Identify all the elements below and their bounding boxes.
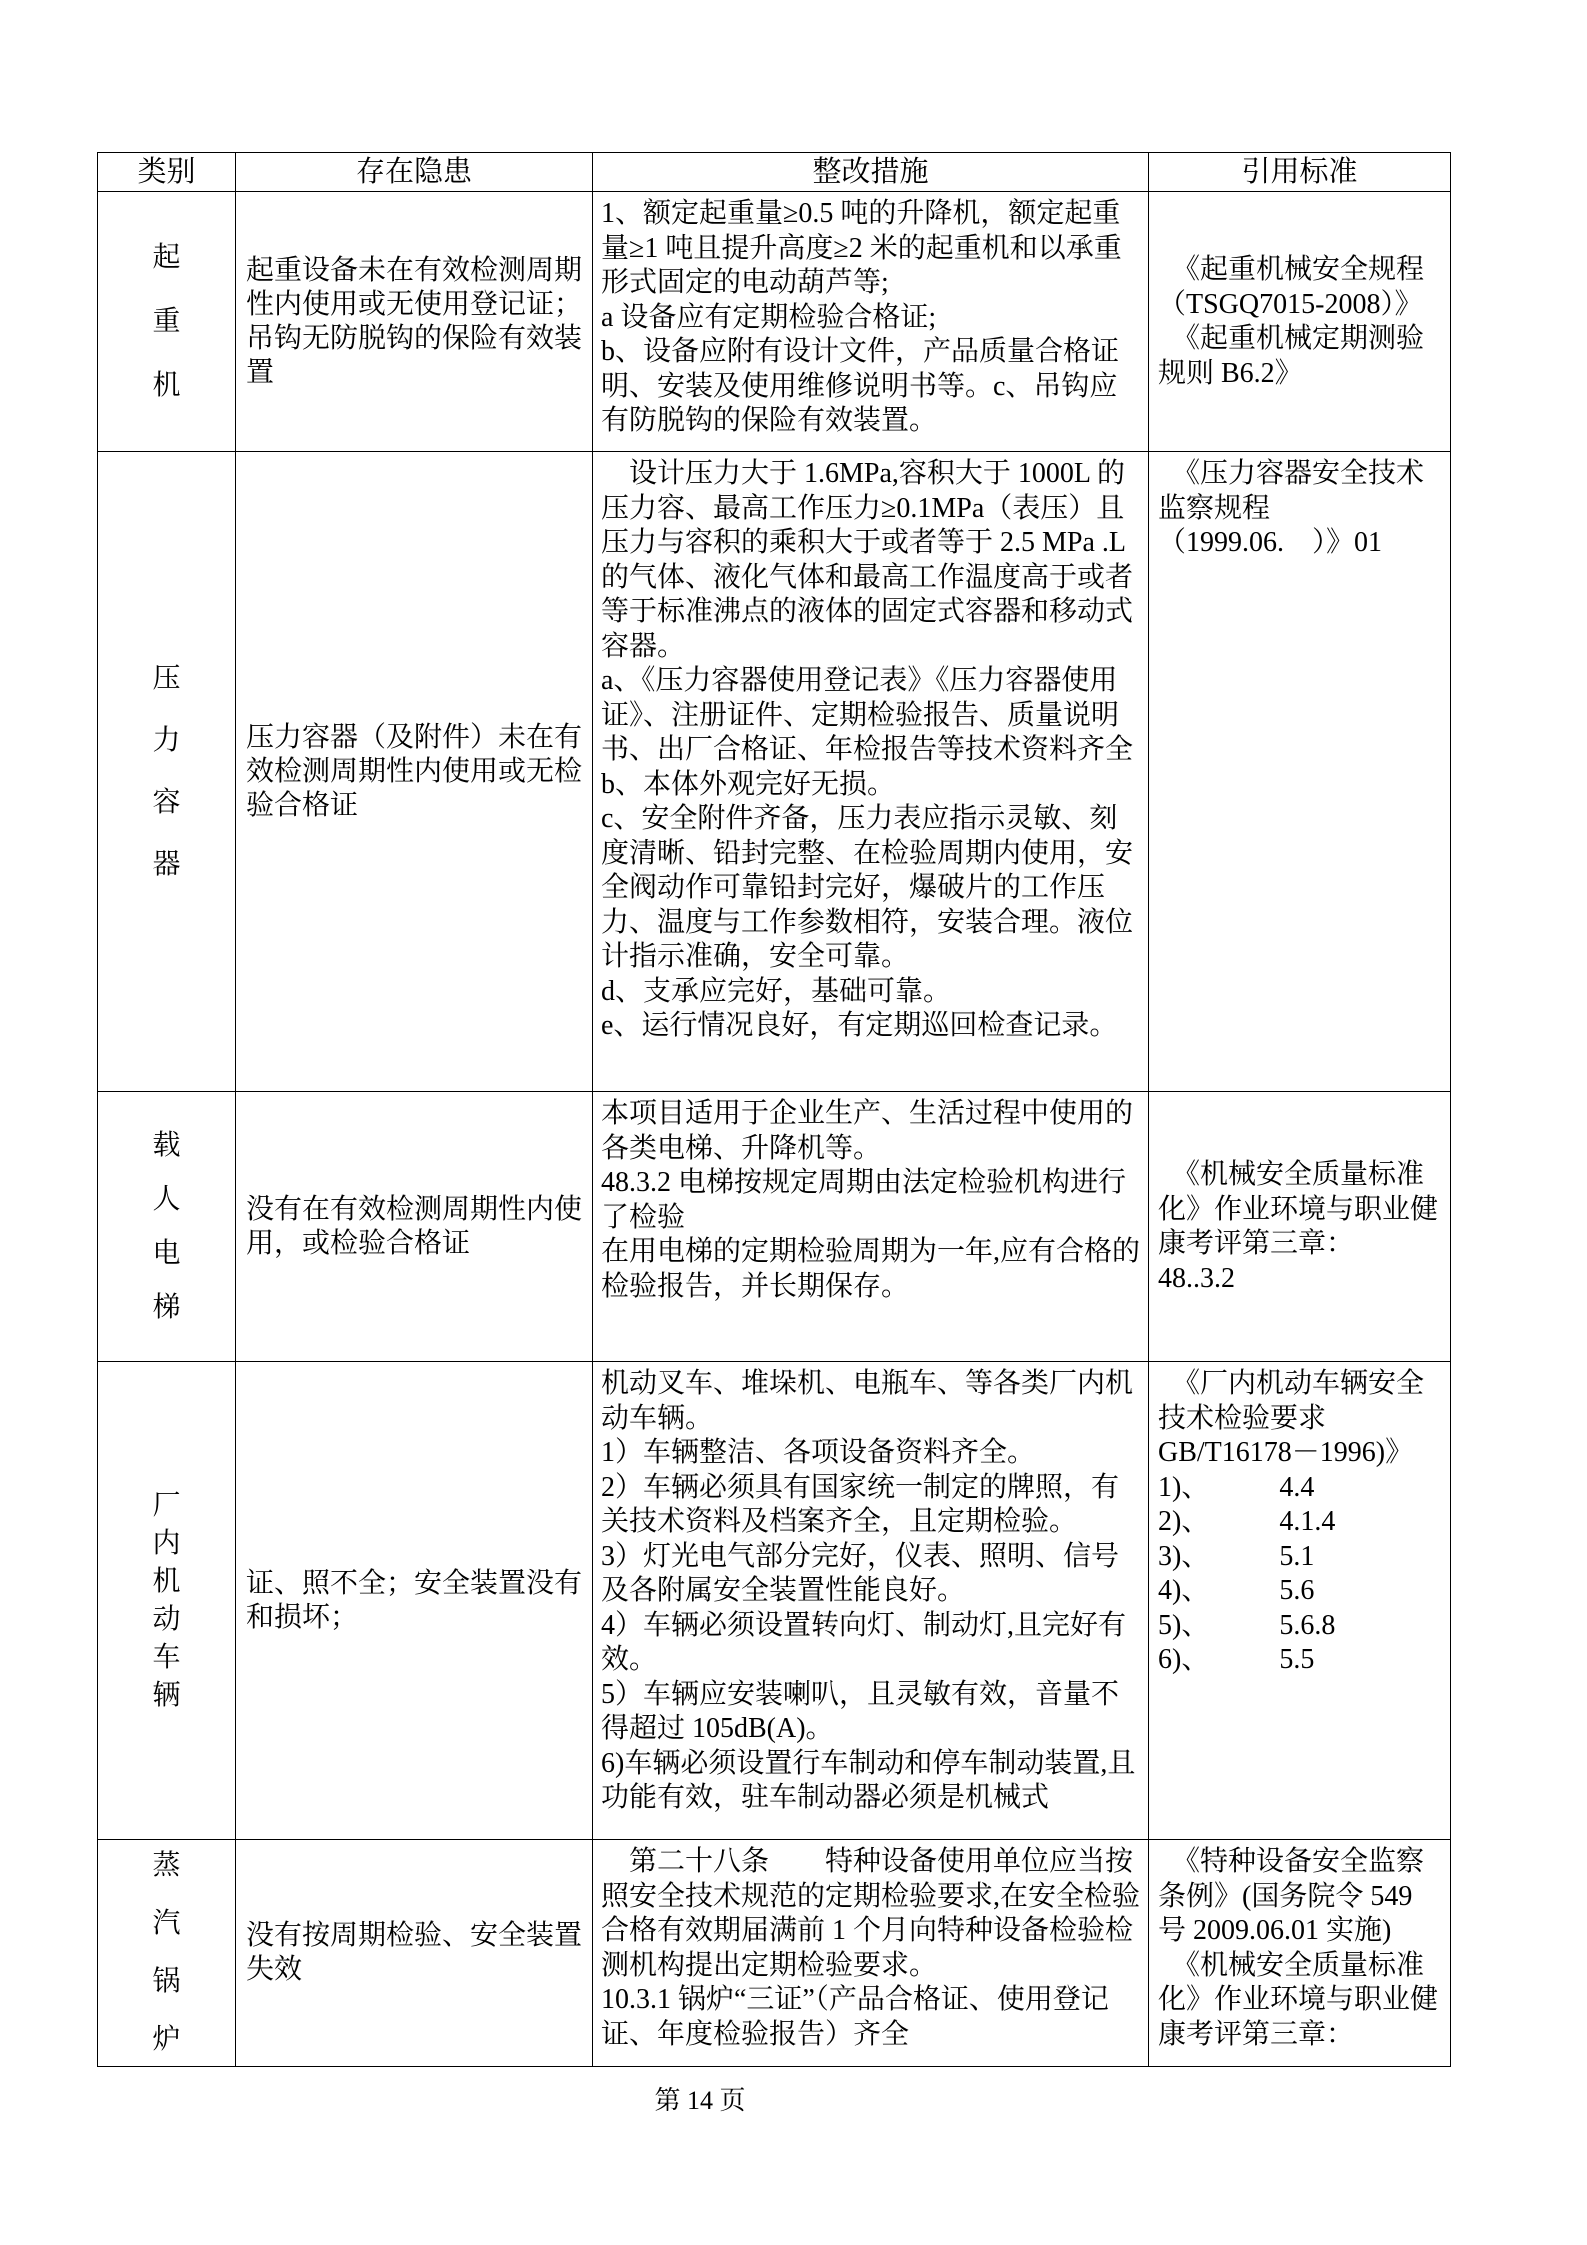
text-line: 3）灯光电气部分完好，仪表、照明、信号及各附属安全装置性能良好。 bbox=[601, 1540, 1120, 1606]
text-line: e、运行情况良好，有定期巡回检查记录。 bbox=[601, 1010, 1118, 1041]
text-line: 技术检验要求 bbox=[1158, 1402, 1327, 1434]
text-line: 1）车辆整洁、各项设备资料齐全。 bbox=[601, 1437, 1036, 1468]
page-number: 第 14 页 bbox=[654, 2086, 746, 2115]
table-row-steam-boiler bbox=[98, 1840, 1451, 2067]
category-cell bbox=[98, 1840, 236, 2067]
category-char: 机 bbox=[152, 369, 181, 401]
category-char: 动 bbox=[152, 1603, 181, 1635]
safety-inspection-table bbox=[97, 152, 1451, 2067]
hazard-cell: 没有在有效检测周期性内使用，或检验合格证 bbox=[236, 1092, 593, 1362]
text-line: 48.3.2 电梯按规定周期由法定检验机构进行了检验 bbox=[601, 1167, 1127, 1233]
text-line: GB/T16178－1996)》 bbox=[1158, 1437, 1414, 1468]
text-line: 《起重机械定期测验 bbox=[1158, 323, 1425, 354]
measures-cell bbox=[593, 1092, 1149, 1362]
references-cell bbox=[1149, 192, 1451, 452]
text-line: 2)、 4.1.4 bbox=[1158, 1506, 1336, 1537]
table-row-crane bbox=[98, 192, 1451, 452]
category-char: 蒸 bbox=[152, 1850, 181, 1881]
text-line: 48..3.2 bbox=[1158, 1262, 1235, 1294]
category-char: 器 bbox=[152, 848, 181, 880]
text-line: 《机械安全质量标准 bbox=[1158, 1159, 1425, 1190]
category-char: 厂 bbox=[152, 1489, 181, 1521]
category-char: 容 bbox=[152, 786, 181, 818]
text-line: 化》作业环境与职业健 bbox=[1158, 1984, 1439, 2015]
col-header-reference: 引用标准 bbox=[1149, 153, 1451, 192]
references-cell bbox=[1149, 1840, 1451, 2067]
text-line: 4)、 5.6 bbox=[1158, 1575, 1315, 1606]
text-line: 条例》(国务院令 549 bbox=[1158, 1880, 1413, 1912]
text-line: （1999.06. ）》01 bbox=[1158, 527, 1383, 558]
category-char: 重 bbox=[152, 305, 181, 337]
text-line: 《压力容器安全技术 bbox=[1158, 458, 1425, 489]
category-char: 车 bbox=[152, 1641, 181, 1673]
text-line: 《起重机械安全规程 bbox=[1158, 254, 1425, 285]
text-line: b、设备应附有设计文件，产品质量合格证明、安装及使用维修说明书等。c、吊钩应有防脱钩的保险有效装置。 bbox=[601, 336, 1120, 436]
text-line: 5）车辆应安装喇叭，且灵敏有效，音量不得超过 105dB(A)。 bbox=[601, 1678, 1120, 1744]
text-line: 号 2009.06.01 实施) bbox=[1158, 1915, 1392, 1946]
text-line: 《机械安全质量标准 bbox=[1158, 1949, 1425, 1981]
category-char: 内 bbox=[152, 1527, 181, 1559]
text-line: 10.3.1 锅炉“三证”（产品合格证、使用登记证、年度检验报告）齐全 bbox=[601, 1984, 1109, 2050]
text-line: b、本体外观完好无损。 bbox=[601, 768, 896, 800]
text-line: 5)、 5.6.8 bbox=[1158, 1609, 1336, 1641]
category-char: 锅 bbox=[152, 1966, 181, 1997]
measures-cell bbox=[593, 452, 1149, 1092]
text-line: 2）车辆必须具有国家统一制定的牌照，有关技术资料及档案齐全，且定期检验。 bbox=[601, 1471, 1120, 1537]
category-char: 辆 bbox=[152, 1679, 181, 1711]
category-cell bbox=[98, 192, 236, 452]
text-line: 在用电梯的定期检验周期为一年,应有合格的检验报告，并长期保存。 bbox=[601, 1236, 1141, 1302]
text-line: 1)、 4.4 bbox=[1158, 1471, 1315, 1503]
text-line: 化》作业环境与职业健 bbox=[1158, 1193, 1439, 1225]
text-line: 《特种设备安全监察 bbox=[1158, 1846, 1425, 1877]
text-line: （TSGQ7015-2008）》 bbox=[1158, 288, 1423, 320]
category-char: 起 bbox=[152, 241, 181, 273]
hazard-cell: 没有按周期检验、安全装置失效 bbox=[236, 1840, 593, 2067]
text-line: 规则 B6.2》 bbox=[1158, 357, 1303, 389]
col-header-category: 类别 bbox=[98, 153, 236, 192]
references-cell bbox=[1149, 1362, 1451, 1840]
category-char: 汽 bbox=[152, 1908, 181, 1939]
text-line: 第二十八条 特种设备使用单位应当按照安全技术规范的定期检验要求,在安全检验合格有效期届满前 1 个月向特种设备检验检测机构提出定期检验要求。 bbox=[601, 1846, 1141, 1981]
table-row-pressure-vessel bbox=[98, 452, 1451, 1092]
text-line: 4）车辆必须设置转向灯、制动灯,且完好有效。 bbox=[601, 1609, 1127, 1675]
table-header-row bbox=[98, 153, 1451, 192]
col-header-hazard: 存在隐患 bbox=[236, 153, 593, 192]
text-line: 6)车辆必须设置行车制动和停车制动装置,且功能有效，驻车制动器必须是机械式 bbox=[601, 1747, 1136, 1813]
category-char: 电 bbox=[152, 1237, 181, 1269]
col-header-measures: 整改措施 bbox=[593, 153, 1149, 192]
category-label bbox=[98, 662, 235, 880]
category-label bbox=[98, 241, 235, 401]
text-line: 3)、 5.1 bbox=[1158, 1540, 1315, 1572]
category-char: 力 bbox=[152, 724, 181, 756]
measures-cell bbox=[593, 1362, 1149, 1840]
category-cell bbox=[98, 1362, 236, 1840]
category-cell bbox=[98, 452, 236, 1092]
measures-cell bbox=[593, 1840, 1149, 2067]
hazard-cell: 证、照不全；安全装置没有和损坏； bbox=[236, 1362, 593, 1840]
text-line: 康考评第三章： bbox=[1158, 2018, 1355, 2050]
category-cell bbox=[98, 1092, 236, 1362]
text-line: 设计压力大于 1.6MPa,容积大于 1000L 的压力容、最高工作压力≥0.1MPa（表压）且压力与容积的乘积大于或者等于 2.5 MPa .L 的气体、液化气体和最高工作温度高于或者等于标准沸点的液体的固定式容器和移动式容器。 bbox=[601, 458, 1134, 662]
category-label bbox=[98, 1489, 235, 1711]
hazard-cell: 压力容器（及附件）未在有效检测周期性内使用或无检验合格证 bbox=[236, 452, 593, 1092]
category-char: 梯 bbox=[152, 1291, 181, 1323]
measures-cell bbox=[593, 192, 1149, 452]
text-line: 本项目适用于企业生产、生活过程中使用的各类电梯、升降机等。 bbox=[601, 1098, 1134, 1164]
category-label bbox=[98, 1852, 235, 2054]
references-cell bbox=[1149, 452, 1451, 1092]
text-line: a、《压力容器使用登记表》《压力容器使用证》、注册证件、定期检验报告、质量说明书、出厂合格证、年检报告等技术资料齐全 bbox=[601, 665, 1134, 765]
text-line: 机动叉车、堆垛机、电瓶车、等各类厂内机动车辆。 bbox=[601, 1368, 1134, 1434]
text-line: a 设备应有定期检验合格证; bbox=[601, 301, 937, 333]
category-char: 机 bbox=[152, 1565, 181, 1597]
category-char: 压 bbox=[152, 662, 181, 694]
category-char: 炉 bbox=[152, 2024, 181, 2055]
category-char: 人 bbox=[152, 1183, 181, 1215]
table-row-passenger-elevator bbox=[98, 1092, 1451, 1362]
table-row-factory-vehicles bbox=[98, 1362, 1451, 1840]
text-line: 康考评第三章： bbox=[1158, 1228, 1355, 1259]
hazard-cell: 起重设备未在有效检测周期性内使用或无使用登记证；吊钩无防脱钩的保险有效装置 bbox=[236, 192, 593, 452]
text-line: d、支承应完好，基础可靠。 bbox=[601, 975, 952, 1007]
text-line: 监察规程 bbox=[1158, 492, 1271, 524]
text-line: c、安全附件齐备，压力表应指示灵敏、刻度清晰、铅封完整、在检验周期内使用，安全阀动作可靠铅封完好，爆破片的工作压力、温度与工作参数相符，安装合理。液位计指示准确，安全可靠。 bbox=[601, 803, 1134, 972]
text-line: 6)、 5.5 bbox=[1158, 1644, 1315, 1675]
references-cell bbox=[1149, 1092, 1451, 1362]
category-char: 载 bbox=[152, 1129, 181, 1161]
category-label bbox=[98, 1129, 235, 1323]
text-line: 《厂内机动车辆安全 bbox=[1158, 1368, 1425, 1399]
text-line: 1、额定起重量≥0.5 吨的升降机，额定起重量≥1 吨且提升高度≥2 米的起重机和以承重形式固定的电动葫芦等; bbox=[601, 198, 1122, 298]
